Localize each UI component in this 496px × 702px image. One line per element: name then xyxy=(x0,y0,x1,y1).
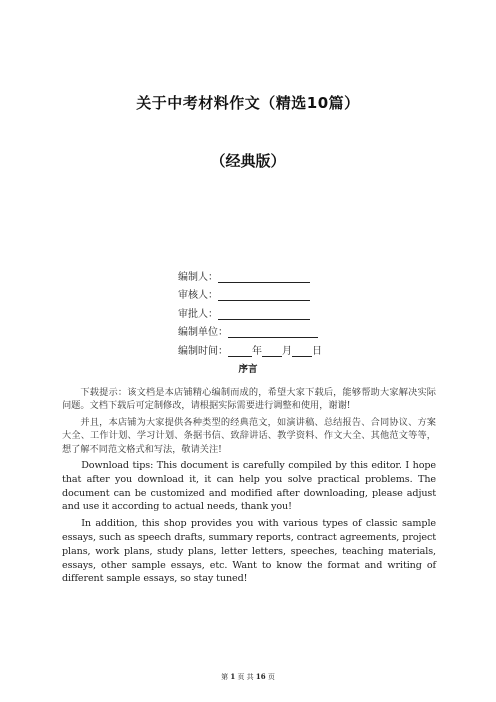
year-label: 年 xyxy=(252,345,262,357)
approver-label: 审批人： xyxy=(178,308,218,320)
document-subtitle: （经典版） xyxy=(210,152,286,170)
reviewer-label: 审核人： xyxy=(178,290,218,301)
footer-prefix: 第 xyxy=(221,673,229,681)
editor-field[interactable] xyxy=(218,270,310,283)
reviewer-row xyxy=(178,283,322,302)
download-tip-paragraph: 下载提示：该文档是本店铺精心编制而成的，希望大家下载后，能够帮助大家解决实际问题。文档下载后可定制修改，请根据实际需要进行调整和使用，谢谢! xyxy=(62,387,436,412)
approver-field[interactable] xyxy=(218,307,310,320)
document-title: 关于中考材料作文（精选10篇） xyxy=(136,94,360,112)
editor-label: 编制人： xyxy=(178,271,218,283)
preface-body xyxy=(62,386,436,589)
unit-label: 编制单位： xyxy=(178,327,228,338)
preface-heading: 序言 xyxy=(238,364,258,375)
footer-suffix: 页 xyxy=(267,673,275,681)
page-footer xyxy=(0,672,496,682)
time-row xyxy=(178,338,322,357)
reviewer-field[interactable] xyxy=(218,288,310,301)
day-label: 日 xyxy=(312,345,322,357)
current-page-number: 1 xyxy=(230,672,236,681)
time-label: 编制时间： xyxy=(178,345,228,357)
unit-field[interactable] xyxy=(228,325,318,338)
shop-intro-english-paragraph: In addition, this shop provides you with various types of classic sample essays, such as speech drafts, summary reports, contract agreements, project plans, work plans, study plans, letter letters, speeches, teaching materials, essays, other sample essays, etc. Want to know the format and writing of different sample essays, so stay tuned! xyxy=(62,518,436,585)
meta-block xyxy=(178,264,322,357)
editor-row xyxy=(178,264,322,283)
month-label: 月 xyxy=(282,345,292,357)
download-tip-english-paragraph: Download tips: This document is carefully compiled by this editor. I hope that after you download it, it can help you solve practical problems. The document can be customized and modified after downloading, please adjust and use it according to actual needs, thank you! xyxy=(62,460,436,513)
footer-middle: 页 共 xyxy=(237,673,254,681)
day-field[interactable] xyxy=(292,344,312,357)
unit-row xyxy=(178,320,322,339)
total-page-count: 16 xyxy=(255,672,266,681)
year-field[interactable] xyxy=(228,344,252,357)
shop-intro-paragraph: 并且，本店铺为大家提供各种类型的经典范文，如演讲稿、总结报告、合同协议、方案大全、工作计划、学习计划、条据书信、致辞讲话、教学资料、作文大全、其他范文等等，想了解不同范文格式和写法，敬请关注! xyxy=(62,416,436,455)
month-field[interactable] xyxy=(262,344,282,357)
approver-row xyxy=(178,301,322,320)
